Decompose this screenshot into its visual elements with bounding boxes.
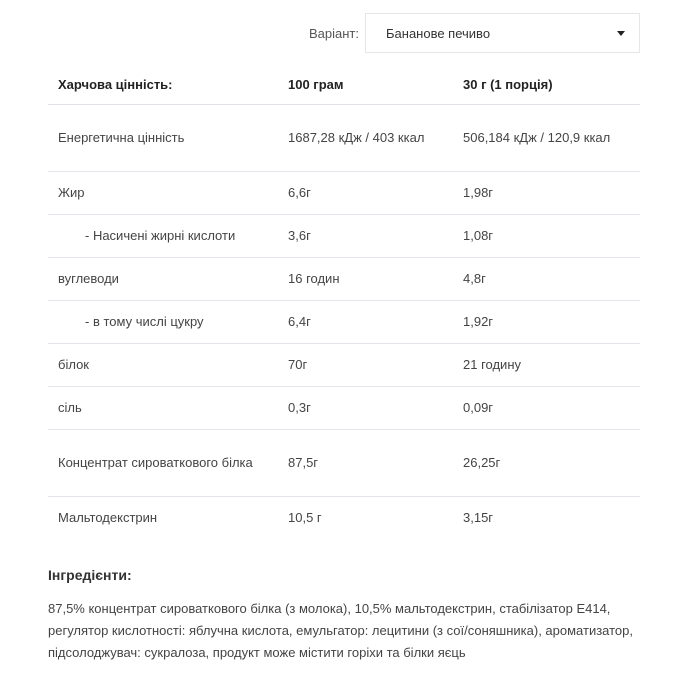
table-row xyxy=(48,172,640,215)
value-per-100g: 3,6г xyxy=(278,215,453,258)
value-per-serving: 1,08г xyxy=(453,215,640,258)
value-per-100g: 87,5г xyxy=(278,430,453,497)
header-nutrient: Харчова цінність: xyxy=(48,66,278,105)
value-per-100g: 70г xyxy=(278,344,453,387)
nutrient-name: Енергетична цінність xyxy=(48,105,278,172)
value-per-serving: 506,184 кДж / 120,9 ккал xyxy=(453,105,640,172)
table-row xyxy=(48,258,640,301)
header-per-100g: 100 грам xyxy=(278,66,453,105)
nutrient-name: вуглеводи xyxy=(48,258,278,301)
table-row xyxy=(48,105,640,172)
variant-dropdown[interactable] xyxy=(365,13,640,53)
value-per-serving: 4,8г xyxy=(453,258,640,301)
nutrient-name: Мальтодекстрин xyxy=(58,510,158,525)
variant-selector-row xyxy=(0,12,640,54)
value-per-serving: 1,92г xyxy=(453,301,640,344)
table-row xyxy=(48,387,640,430)
nutrient-name: Концентрат сироваткового білка xyxy=(48,430,278,497)
variant-selected-value: Бананове печиво xyxy=(386,25,491,41)
value-per-100g: 6,4г xyxy=(278,301,453,344)
variant-label: Варіант: xyxy=(309,25,359,41)
nutrient-name: білок xyxy=(48,344,278,387)
value-per-serving: 1,98г xyxy=(453,172,640,215)
ingredients-text: 87,5% концентрат сироваткового білка (з молока), 10,5% мальтодекстрин, стабілізатор E414, регулятор кислотності: яблучна кислота, емульгатор: лецитини (з сої/соняшника), ароматизатор, підсолоджувач: сукралоза, продукт може містити горіхи та білки яєць xyxy=(48,601,634,660)
table-row xyxy=(48,430,640,497)
nutrition-table xyxy=(48,66,640,539)
nutrient-name: Жир xyxy=(48,172,278,215)
table-row xyxy=(48,497,640,540)
header-per-serving: 30 г (1 порція) xyxy=(453,66,640,105)
nutrient-name: сіль xyxy=(48,387,278,430)
table-row xyxy=(48,215,640,258)
value-per-serving: 3,15г xyxy=(463,510,494,525)
table-row xyxy=(48,301,640,344)
table-header-row xyxy=(48,66,640,105)
nutrient-name: - Насичені жирні кислоти xyxy=(48,215,278,258)
nutrient-name: - в тому числі цукру xyxy=(48,301,278,344)
value-per-100g: 1687,28 кДж / 403 ккал xyxy=(278,105,453,172)
value-per-serving: 26,25г xyxy=(453,430,640,497)
value-per-100g: 0,3г xyxy=(278,387,453,430)
value-per-serving: 0,09г xyxy=(453,387,640,430)
value-per-100g: 6,6г xyxy=(278,172,453,215)
value-per-100g: 16 годин xyxy=(278,258,453,301)
table-row xyxy=(48,344,640,387)
value-per-serving: 21 годину xyxy=(453,344,640,387)
ingredients-heading: Інгредієнти: xyxy=(48,567,132,583)
chevron-down-icon xyxy=(617,31,625,36)
value-per-100g: 10,5 г xyxy=(288,510,322,525)
